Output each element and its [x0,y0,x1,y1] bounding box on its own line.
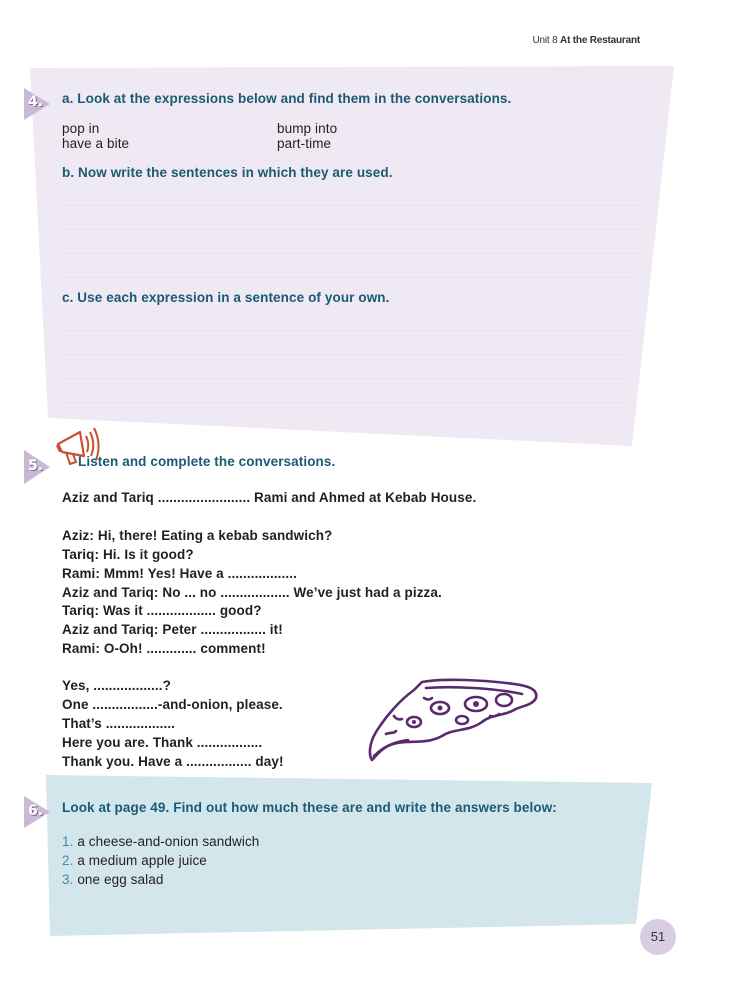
answer-line[interactable] [62,402,624,403]
conv1-line-2: Tariq: Hi. Is it good? [62,547,194,562]
expression-3: bump into [277,121,338,136]
conv2-line-5: Thank you. Have a ................. day! [62,754,284,769]
pizza-slice-icon [364,676,544,764]
unit-title: At the Restaurant [560,35,640,46]
exercise4-instruction-c: c. Use each expression in a sentence of your own. [62,290,390,305]
exercise4-instruction-a: a. Look at the expressions below and find them in the conversations. [62,91,512,106]
answer-line[interactable] [62,205,642,206]
item-number: 2. [62,853,74,868]
exercise4-number: 4. [28,94,44,110]
expression-4: part-time [277,136,332,151]
exercise6-instruction: Look at page 49. Find out how much these are and write the answers below: [62,800,557,815]
exercise6-item-3 [62,872,163,887]
conv2-line-3: That’s .................. [62,716,176,731]
answer-line[interactable] [62,378,626,379]
expression-2: have a bite [62,136,130,151]
conv1-line-4: Aziz and Tariq: No ... no .................. We’ve just had a pizza. [62,585,442,600]
conv1-line-3: Rami: Mmm! Yes! Have a .................. [62,566,297,581]
conv2-line-1: Yes, ..................? [62,678,171,693]
exercise5-intro: Aziz and Tariq ........................ Rami and Ahmed at Kebab House. [62,490,477,505]
answer-line[interactable] [62,229,640,230]
answer-line[interactable] [62,330,630,331]
exercise5-instruction: Listen and complete the conversations. [78,454,336,469]
answer-line[interactable] [62,253,638,254]
conv1-line-6: Aziz and Tariq: Peter ................. it! [62,622,283,637]
exercise6-item-2 [62,853,207,868]
answer-line[interactable] [62,354,628,355]
item-text: a cheese-and-onion sandwich [77,834,260,849]
page-number: 51 [640,919,676,955]
conv2-line-2: One .................-and-onion, please. [62,697,283,712]
exercise4-instruction-b: b. Now write the sentences in which they are used. [62,165,393,180]
item-text: a medium apple juice [77,853,207,868]
item-text: one egg salad [77,872,164,887]
item-number: 1. [62,834,74,849]
item-number: 3. [62,872,74,887]
expression-1: pop in [62,121,100,136]
conv1-line-7: Rami: O-Oh! ............. comment! [62,641,266,656]
conv2-line-4: Here you are. Thank ................. [62,735,263,750]
exercise6-item-1 [62,834,259,849]
unit-label: Unit 8 [532,35,558,46]
exercise6-number: 6. [28,803,44,819]
conv1-line-5: Tariq: Was it .................. good? [62,603,262,618]
exercise5-number: 5. [28,458,44,474]
answer-line[interactable] [62,277,636,278]
conv1-line-1: Aziz: Hi, there! Eating a kebab sandwich? [62,528,333,543]
